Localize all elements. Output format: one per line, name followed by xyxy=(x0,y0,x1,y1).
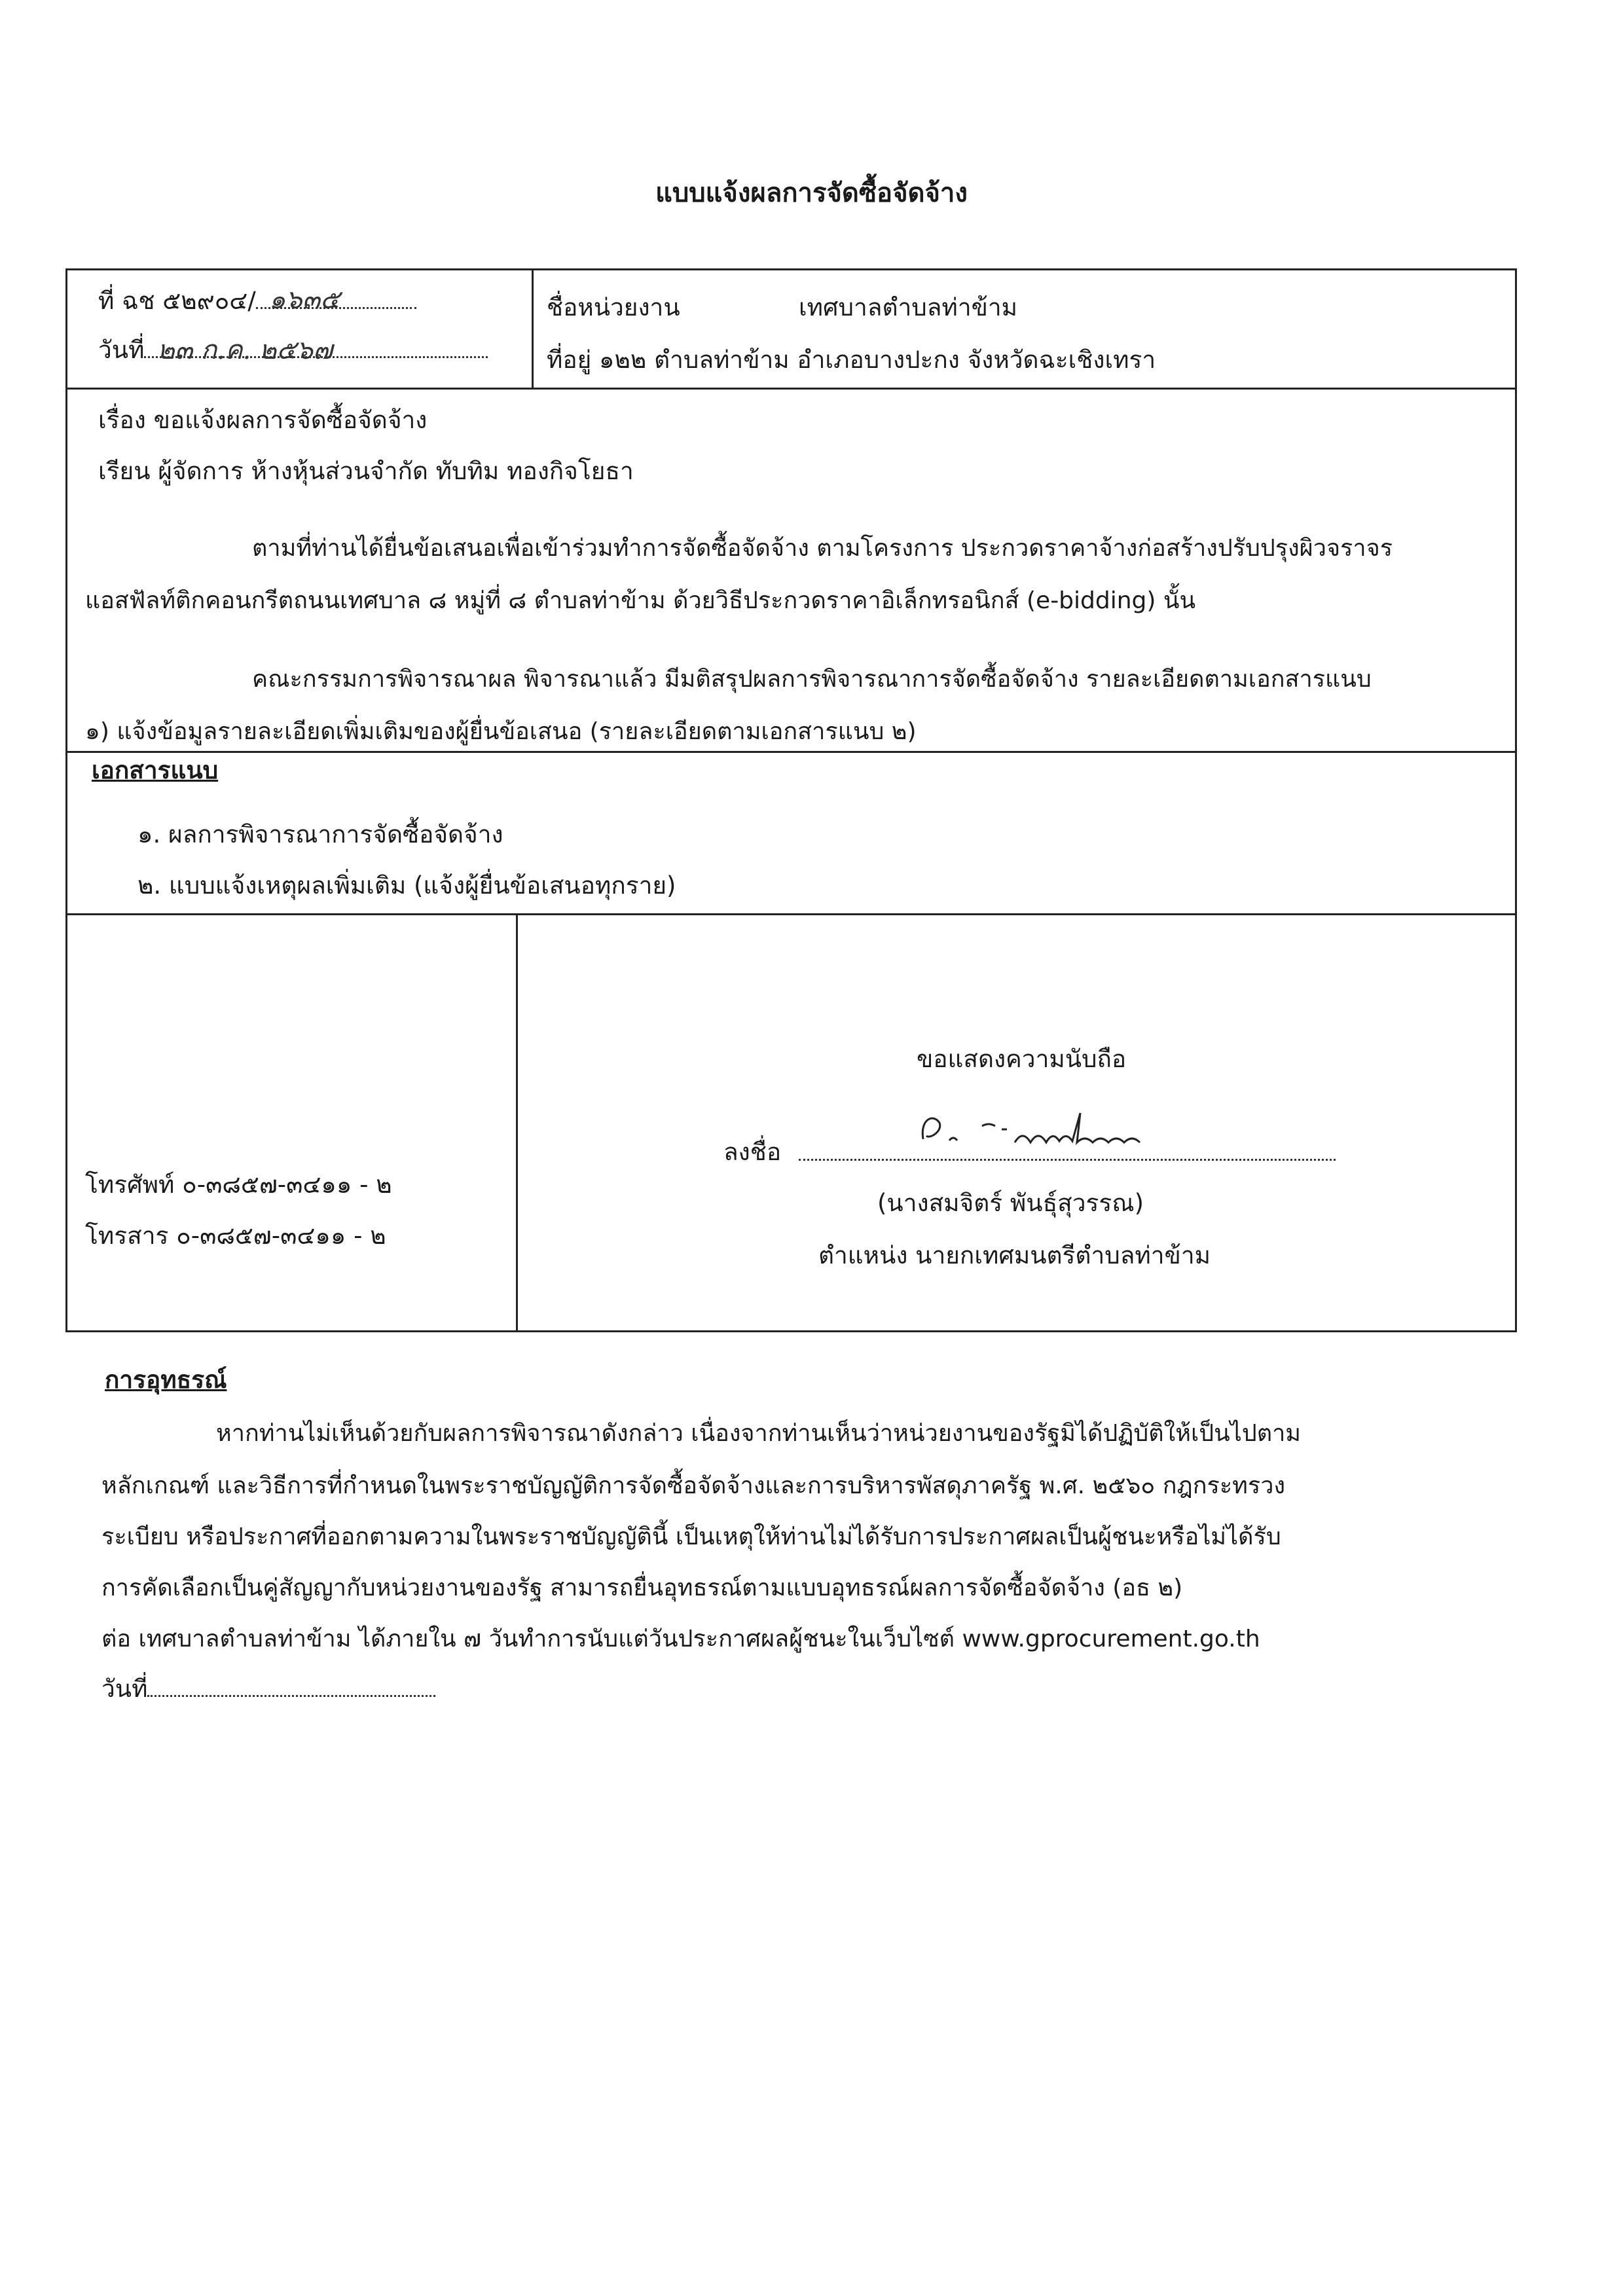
appeal-date-dotted-line xyxy=(147,1675,435,1697)
signer-name: (นางสมจิตร์ พันธุ์สุวรรณ) xyxy=(877,1189,1144,1217)
row-divider-header xyxy=(65,388,1517,390)
row-divider-body xyxy=(65,751,1517,753)
phone-number: โทรศัพท์ ๐-๓๘๕๗-๓๔๑๑ - ๒ xyxy=(85,1171,392,1199)
closing-text: ขอแสดงความนับถือ xyxy=(917,1045,1127,1073)
appeal-line: หลักเกณฑ์ และวิธีการที่กำหนดในพระราชบัญญัติการจัดซื้อจัดจ้างและการบริหารพัสดุภาครัฐ พ.ศ. ๒๕๖๐ กฎกระทรวง xyxy=(101,1472,1286,1499)
agency-label: ชื่อหน่วยงาน xyxy=(547,293,680,321)
appeal-line: ระเบียบ หรือประกาศที่ออกตามความในพระราชบัญญัตินี้ เป็นเหตุให้ท่านไม่ได้รับการประกาศผลเป็นผู้ชนะหรือไม่ได้รับ xyxy=(101,1523,1281,1550)
doc-number-dotted-line xyxy=(256,285,416,315)
doc-date-label: วันที่ xyxy=(98,336,145,364)
doc-number-label: ที่ ฉช ๕๒๙๐๔/ xyxy=(98,287,256,315)
doc-number-handwritten: ๑๖๓๕ xyxy=(268,285,340,315)
fax-number: โทรสาร ๐-๓๘๕๗-๓๔๑๑ - ๒ xyxy=(85,1222,386,1250)
subject-line: เรื่อง ขอแจ้งผลการจัดซื้อจัดจ้าง xyxy=(98,406,428,434)
header-column-divider xyxy=(532,268,534,388)
doc-date-row xyxy=(98,331,488,369)
attachment-item: ๑. ผลการพิจารณาการจัดซื้อจัดจ้าง xyxy=(137,820,503,848)
doc-date-handwritten: ๒๓ ก.ค. ๒๕๖๗ xyxy=(157,335,333,365)
agency-name: เทศบาลตำบลท่าข้าม xyxy=(799,293,1018,321)
appeal-line: การคัดเลือกเป็นคู่สัญญากับหน่วยงานของรัฐ สามารถยื่นอุทธรณ์ตามแบบอุทธรณ์ผลการจัดซื้อจัดจ้าง (อธ ๒) xyxy=(101,1575,1183,1601)
attachment-item: ๒. แบบแจ้งเหตุผลเพิ่มเติม (แจ้งผู้ยื่นข้อเสนอทุกราย) xyxy=(137,871,676,900)
paragraph-2-line-2: ๑) แจ้งข้อมูลรายละเอียดเพิ่มเติมของผู้ยื่นข้อเสนอ (รายละเอียดตามเอกสารแนบ ๒) xyxy=(85,718,917,745)
document-title: แบบแจ้งผลการจัดซื้อจัดจ้าง xyxy=(655,178,968,208)
footer-column-divider xyxy=(516,913,518,1332)
signer-position: ตำแหน่ง นายกเทศมนตรีตำบลท่าข้าม xyxy=(818,1241,1211,1269)
paragraph-1-line-2: แอสฟัลท์ติกคอนกรีตถนนเทศบาล ๘ หมู่ที่ ๘ ตำบลท่าข้าม ด้วยวิธีประกวดราคาอิเล็กทรอนิกส์ (e-bidding) นั้น xyxy=(85,587,1196,614)
appeal-date-row xyxy=(101,1669,435,1708)
appeal-line: ต่อ เทศบาลตำบลท่าข้าม ได้ภายใน ๗ วันทำการนับแต่วันประกาศผลผู้ชนะในเว็บไซต์ www.gprocurement.go.th xyxy=(101,1626,1260,1652)
agency-address: ที่อยู่ ๑๒๒ ตำบลท่าข้าม อำเภอบางปะกง จังหวัดฉะเชิงเทรา xyxy=(547,346,1156,374)
row-divider-attachments xyxy=(65,913,1517,915)
doc-number-row xyxy=(98,282,416,320)
sign-label: ลงชื่อ xyxy=(723,1138,782,1166)
doc-date-dotted-line xyxy=(144,335,488,365)
paragraph-1-line-1: ตามที่ท่านได้ยื่นข้อเสนอเพื่อเข้าร่วมทำการจัดซื้อจัดจ้าง ตามโครงการ ประกวดราคาจ้างก่อสร้างปรับปรุงผิวจราจร xyxy=(252,535,1393,562)
appeal-heading: การอุทธรณ์ xyxy=(105,1366,227,1394)
paragraph-2-line-1: คณะกรรมการพิจารณาผล พิจารณาแล้ว มีมติสรุปผลการพิจารณาการจัดซื้อจัดจ้าง รายละเอียดตามเอกสารแนบ xyxy=(252,666,1372,693)
recipient-line: เรียน ผู้จัดการ ห้างหุ้นส่วนจำกัด ทับทิม ทองกิจโยธา xyxy=(98,457,634,485)
attachments-heading: เอกสารแนบ xyxy=(92,756,219,784)
appeal-date-label: วันที่ xyxy=(101,1675,148,1703)
appeal-line: หากท่านไม่เห็นด้วยกับผลการพิจารณาดังกล่าว เนื่องจากท่านเห็นว่าหน่วยงานของรัฐมิได้ปฏิบัติให้เป็นไปตาม xyxy=(216,1420,1302,1447)
handwritten-signature xyxy=(903,1100,1178,1159)
